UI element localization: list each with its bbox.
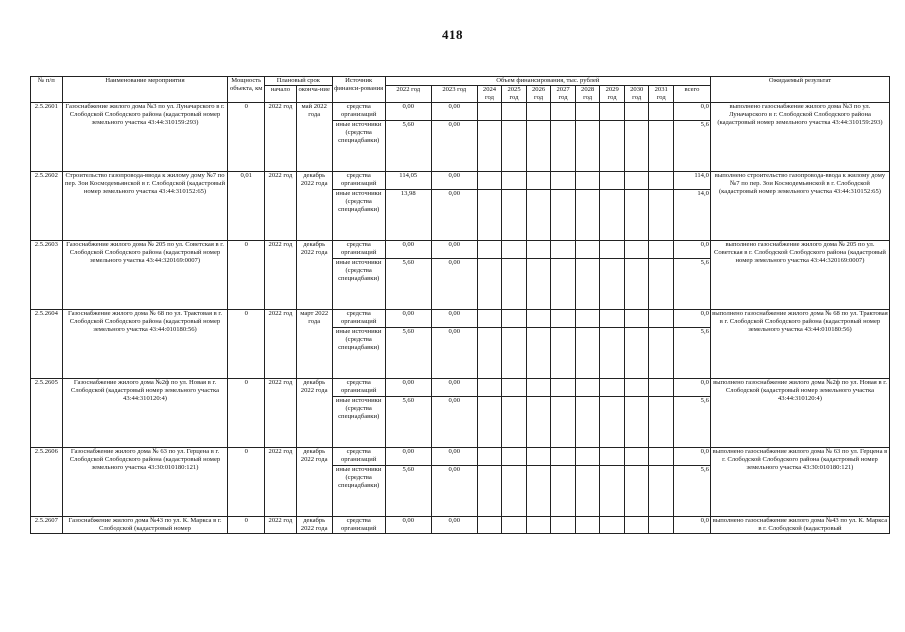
empty-year-cell bbox=[526, 310, 551, 328]
end-date: май 2022 года bbox=[296, 103, 332, 172]
empty-year-cell bbox=[477, 328, 502, 379]
funding-source: средства организаций bbox=[332, 103, 385, 121]
amount-total: 0,0 bbox=[673, 517, 710, 534]
activity-name: Газоснабжение жилого дома №43 по ул. К. Маркса в г. Слободской (кадастровый номер bbox=[62, 517, 228, 534]
amount-2022: 5,60 bbox=[385, 397, 431, 448]
empty-year-cell bbox=[502, 310, 527, 328]
amount-total: 0,0 bbox=[673, 379, 710, 397]
empty-year-cell bbox=[600, 172, 625, 190]
empty-year-cell bbox=[624, 328, 649, 379]
empty-year-cell bbox=[649, 397, 674, 448]
capacity-value: 0 bbox=[228, 103, 265, 172]
amount-total: 0,0 bbox=[673, 103, 710, 121]
amount-2022: 114,05 bbox=[385, 172, 431, 190]
empty-year-cell bbox=[502, 328, 527, 379]
empty-year-cell bbox=[551, 466, 576, 517]
end-date: декабрь 2022 года bbox=[296, 448, 332, 517]
empty-year-cell bbox=[575, 517, 600, 534]
empty-year-cell bbox=[551, 121, 576, 172]
amount-2023: 0,00 bbox=[431, 172, 477, 190]
header-end: оконча-ние bbox=[296, 86, 332, 103]
amount-2023: 0,00 bbox=[431, 517, 477, 534]
empty-year-cell bbox=[526, 379, 551, 397]
expected-result: выполнено газоснабжение жилого дома № 63 по ул. Герцена в г. Слободской Слободского района (кадастровый номер земельного участка 43:30:010180:121) bbox=[710, 448, 889, 517]
empty-year-cell bbox=[600, 103, 625, 121]
empty-year-cell bbox=[649, 517, 674, 534]
empty-year-cell bbox=[551, 517, 576, 534]
empty-year-cell bbox=[502, 190, 527, 241]
header-year: 2025 год bbox=[502, 86, 527, 103]
empty-year-cell bbox=[575, 259, 600, 310]
empty-year-cell bbox=[477, 517, 502, 534]
empty-year-cell bbox=[551, 259, 576, 310]
empty-year-cell bbox=[502, 466, 527, 517]
empty-year-cell bbox=[551, 379, 576, 397]
empty-year-cell bbox=[575, 397, 600, 448]
capacity-value: 0 bbox=[228, 448, 265, 517]
empty-year-cell bbox=[575, 103, 600, 121]
empty-year-cell bbox=[477, 397, 502, 448]
empty-year-cell bbox=[526, 190, 551, 241]
empty-year-cell bbox=[551, 241, 576, 259]
empty-year-cell bbox=[551, 397, 576, 448]
start-date: 2022 год bbox=[265, 103, 297, 172]
header-capacity: Мощность объекта, км bbox=[228, 77, 265, 103]
expected-result: выполнено строительство газопровода-ввода к жилому дому №7 по пер. Зои Космодемьянской в г. Слободской (кадастровый номер земельного участка 43:44:310152:65) bbox=[710, 172, 889, 241]
start-date: 2022 год bbox=[265, 310, 297, 379]
empty-year-cell bbox=[575, 466, 600, 517]
row-number: 2.5.2602 bbox=[31, 172, 63, 241]
header-year: 2024 год bbox=[477, 86, 502, 103]
table-row bbox=[31, 103, 890, 121]
empty-year-cell bbox=[477, 466, 502, 517]
header-num: № п/п bbox=[31, 77, 63, 103]
table-row bbox=[31, 172, 890, 190]
amount-2023: 0,00 bbox=[431, 121, 477, 172]
activity-name: Строительство газопровода-ввода к жилому дому №7 по пер. Зои Космодемьянской в г. Слободской (кадастровый номер земельного участка 43:44:310152:65) bbox=[62, 172, 228, 241]
header-start: начало bbox=[265, 86, 297, 103]
activity-name: Газоснабжение жилого дома № 205 по ул. Советская в г. Слободской Слободского района (кадастровый номер земельного участка 43:44:320169:0007) bbox=[62, 241, 228, 310]
funding-source: иные источники (средства спецнадбавки) bbox=[332, 190, 385, 241]
amount-2023: 0,00 bbox=[431, 190, 477, 241]
capacity-value: 0,01 bbox=[228, 172, 265, 241]
empty-year-cell bbox=[502, 121, 527, 172]
amount-2022: 5,60 bbox=[385, 328, 431, 379]
amount-total: 0,0 bbox=[673, 448, 710, 466]
activity-name: Газоснабжение жилого дома № 68 по ул. Трактовая в г. Слободской Слободского района (кадастровый номер земельного участка 43:44:010180:56) bbox=[62, 310, 228, 379]
table-row bbox=[31, 517, 890, 534]
empty-year-cell bbox=[477, 259, 502, 310]
empty-year-cell bbox=[649, 121, 674, 172]
empty-year-cell bbox=[600, 310, 625, 328]
amount-2022: 0,00 bbox=[385, 310, 431, 328]
amount-2023: 0,00 bbox=[431, 448, 477, 466]
empty-year-cell bbox=[575, 310, 600, 328]
header-year: 2029 год bbox=[600, 86, 625, 103]
header-year: 2031 год bbox=[649, 86, 674, 103]
empty-year-cell bbox=[526, 121, 551, 172]
empty-year-cell bbox=[526, 397, 551, 448]
empty-year-cell bbox=[649, 172, 674, 190]
empty-year-cell bbox=[502, 241, 527, 259]
activity-name: Газоснабжение жилого дома № 63 по ул. Герцена в г. Слободской Слободского района (кадастровый номер земельного участка 43:30:010180:121) bbox=[62, 448, 228, 517]
table-body bbox=[31, 103, 890, 534]
funding-source: средства организаций bbox=[332, 241, 385, 259]
end-date: декабрь 2022 года bbox=[296, 379, 332, 448]
empty-year-cell bbox=[600, 190, 625, 241]
page-number: 418 bbox=[442, 27, 463, 42]
empty-year-cell bbox=[526, 172, 551, 190]
empty-year-cell bbox=[575, 190, 600, 241]
empty-year-cell bbox=[600, 379, 625, 397]
empty-year-cell bbox=[575, 241, 600, 259]
activity-name: Газоснабжение жилого дома №3 по ул. Луначарского в г. Слободской Слободского района (кадастровый номер земельного участка 43:44:310159:293) bbox=[62, 103, 228, 172]
header-result: Ожидаемый результат bbox=[710, 77, 889, 103]
capacity-value: 0 bbox=[228, 379, 265, 448]
empty-year-cell bbox=[502, 397, 527, 448]
empty-year-cell bbox=[551, 190, 576, 241]
empty-year-cell bbox=[624, 448, 649, 466]
empty-year-cell bbox=[624, 172, 649, 190]
empty-year-cell bbox=[575, 328, 600, 379]
empty-year-cell bbox=[649, 310, 674, 328]
amount-total: 5,6 bbox=[673, 121, 710, 172]
header-name: Наименование мероприятия bbox=[62, 77, 228, 103]
empty-year-cell bbox=[526, 328, 551, 379]
empty-year-cell bbox=[502, 379, 527, 397]
capacity-value: 0 bbox=[228, 310, 265, 379]
empty-year-cell bbox=[575, 448, 600, 466]
funding-source: средства организаций bbox=[332, 517, 385, 534]
amount-2022: 0,00 bbox=[385, 241, 431, 259]
amount-2023: 0,00 bbox=[431, 310, 477, 328]
expected-result: выполнено газоснабжение жилого дома № 205 по ул. Советская в г. Слободской Слободского района (кадастровый номер земельного участка 43:44:320169:0007) bbox=[710, 241, 889, 310]
funding-source: средства организаций bbox=[332, 172, 385, 190]
empty-year-cell bbox=[526, 103, 551, 121]
funding-source: иные источники (средства спецнадбавки) bbox=[332, 328, 385, 379]
empty-year-cell bbox=[477, 310, 502, 328]
header-source: Источник финанси-рования bbox=[332, 77, 385, 103]
empty-year-cell bbox=[477, 121, 502, 172]
header-year: 2028 год bbox=[575, 86, 600, 103]
row-number: 2.5.2605 bbox=[31, 379, 63, 448]
empty-year-cell bbox=[502, 448, 527, 466]
amount-total: 5,6 bbox=[673, 328, 710, 379]
empty-year-cell bbox=[649, 103, 674, 121]
empty-year-cell bbox=[551, 310, 576, 328]
table-row bbox=[31, 379, 890, 397]
start-date: 2022 год bbox=[265, 172, 297, 241]
empty-year-cell bbox=[624, 259, 649, 310]
expected-result: выполнено газоснабжение жилого дома №3 по ул. Луначарского в г. Слободской Слободского района (кадастровый номер земельного участка 43:44:310159:293) bbox=[710, 103, 889, 172]
amount-2023: 0,00 bbox=[431, 379, 477, 397]
empty-year-cell bbox=[624, 121, 649, 172]
start-date: 2022 год bbox=[265, 517, 297, 534]
empty-year-cell bbox=[526, 448, 551, 466]
empty-year-cell bbox=[624, 103, 649, 121]
amount-2023: 0,00 bbox=[431, 241, 477, 259]
end-date: декабрь 2022 года bbox=[296, 517, 332, 534]
expected-result: выполнено газоснабжение жилого дома №2ф по ул. Новая в г. Слободской (кадастровый номер земельного участка 43:44:310120:4) bbox=[710, 379, 889, 448]
end-date: март 2022 года bbox=[296, 310, 332, 379]
empty-year-cell bbox=[600, 328, 625, 379]
empty-year-cell bbox=[649, 259, 674, 310]
amount-2022: 5,60 bbox=[385, 121, 431, 172]
amount-total: 114,0 bbox=[673, 172, 710, 190]
funding-source: иные источники (средства спецнадбавки) bbox=[332, 259, 385, 310]
amount-2022: 0,00 bbox=[385, 379, 431, 397]
amount-2023: 0,00 bbox=[431, 103, 477, 121]
empty-year-cell bbox=[600, 259, 625, 310]
empty-year-cell bbox=[624, 190, 649, 241]
amount-total: 14,0 bbox=[673, 190, 710, 241]
empty-year-cell bbox=[526, 241, 551, 259]
table-row bbox=[31, 241, 890, 259]
empty-year-cell bbox=[649, 466, 674, 517]
end-date: декабрь 2022 года bbox=[296, 241, 332, 310]
activity-name: Газоснабжение жилого дома №2ф по ул. Новая в г. Слободской (кадастровый номер земельного участка 43:44:310120:4) bbox=[62, 379, 228, 448]
header-year: 2027 год bbox=[551, 86, 576, 103]
empty-year-cell bbox=[649, 190, 674, 241]
amount-2023: 0,00 bbox=[431, 328, 477, 379]
financing-table bbox=[30, 76, 890, 534]
empty-year-cell bbox=[649, 448, 674, 466]
empty-year-cell bbox=[502, 517, 527, 534]
empty-year-cell bbox=[600, 448, 625, 466]
start-date: 2022 год bbox=[265, 241, 297, 310]
expected-result: выполнено газоснабжение жилого дома №43 по ул. К. Маркса в г. Слободской (кадастровый bbox=[710, 517, 889, 534]
funding-source: средства организаций bbox=[332, 448, 385, 466]
row-number: 2.5.2606 bbox=[31, 448, 63, 517]
header-plan: Плановый срок bbox=[265, 77, 332, 86]
empty-year-cell bbox=[551, 172, 576, 190]
capacity-value: 0 bbox=[228, 517, 265, 534]
empty-year-cell bbox=[575, 379, 600, 397]
amount-total: 5,6 bbox=[673, 259, 710, 310]
empty-year-cell bbox=[624, 397, 649, 448]
expected-result: выполнено газоснабжение жилого дома № 68 по ул. Трактовая в г. Слободской Слободского района (кадастровый номер земельного участка 43:44:010180:56) bbox=[710, 310, 889, 379]
funding-source: иные источники (средства спецнадбавки) bbox=[332, 121, 385, 172]
header-volume: Объем финансирования, тыс. рублей bbox=[385, 77, 710, 86]
funding-source: средства организаций bbox=[332, 379, 385, 397]
amount-total: 5,6 bbox=[673, 466, 710, 517]
empty-year-cell bbox=[502, 103, 527, 121]
row-number: 2.5.2604 bbox=[31, 310, 63, 379]
amount-2022: 0,00 bbox=[385, 517, 431, 534]
amount-2022: 0,00 bbox=[385, 448, 431, 466]
empty-year-cell bbox=[649, 241, 674, 259]
start-date: 2022 год bbox=[265, 448, 297, 517]
empty-year-cell bbox=[502, 259, 527, 310]
empty-year-cell bbox=[600, 466, 625, 517]
header-year: 2022 год bbox=[385, 86, 431, 103]
funding-source: средства организаций bbox=[332, 310, 385, 328]
empty-year-cell bbox=[477, 241, 502, 259]
header-year: 2030 год bbox=[624, 86, 649, 103]
empty-year-cell bbox=[624, 517, 649, 534]
empty-year-cell bbox=[600, 517, 625, 534]
header-year: 2023 год bbox=[431, 86, 477, 103]
amount-total: 0,0 bbox=[673, 310, 710, 328]
empty-year-cell bbox=[526, 259, 551, 310]
header-total: всего bbox=[673, 86, 710, 103]
amount-2023: 0,00 bbox=[431, 397, 477, 448]
header-year: 2026 год bbox=[526, 86, 551, 103]
empty-year-cell bbox=[649, 379, 674, 397]
funding-source: иные источники (средства спецнадбавки) bbox=[332, 466, 385, 517]
empty-year-cell bbox=[477, 103, 502, 121]
empty-year-cell bbox=[624, 310, 649, 328]
amount-2022: 13,98 bbox=[385, 190, 431, 241]
empty-year-cell bbox=[526, 466, 551, 517]
empty-year-cell bbox=[551, 103, 576, 121]
empty-year-cell bbox=[526, 517, 551, 534]
empty-year-cell bbox=[551, 328, 576, 379]
empty-year-cell bbox=[624, 241, 649, 259]
empty-year-cell bbox=[551, 448, 576, 466]
empty-year-cell bbox=[575, 121, 600, 172]
amount-2022: 5,60 bbox=[385, 259, 431, 310]
amount-2023: 0,00 bbox=[431, 466, 477, 517]
amount-2022: 5,60 bbox=[385, 466, 431, 517]
empty-year-cell bbox=[649, 328, 674, 379]
start-date: 2022 год bbox=[265, 379, 297, 448]
empty-year-cell bbox=[600, 397, 625, 448]
row-number: 2.5.2601 bbox=[31, 103, 63, 172]
funding-source: иные источники (средства спецнадбавки) bbox=[332, 397, 385, 448]
amount-2022: 0,00 bbox=[385, 103, 431, 121]
empty-year-cell bbox=[477, 379, 502, 397]
row-number: 2.5.2603 bbox=[31, 241, 63, 310]
empty-year-cell bbox=[624, 466, 649, 517]
row-number: 2.5.2607 bbox=[31, 517, 63, 534]
amount-total: 5,6 bbox=[673, 397, 710, 448]
capacity-value: 0 bbox=[228, 241, 265, 310]
empty-year-cell bbox=[502, 172, 527, 190]
amount-2023: 0,00 bbox=[431, 259, 477, 310]
end-date: декабрь 2022 года bbox=[296, 172, 332, 241]
amount-total: 0,0 bbox=[673, 241, 710, 259]
empty-year-cell bbox=[477, 190, 502, 241]
empty-year-cell bbox=[600, 121, 625, 172]
empty-year-cell bbox=[600, 241, 625, 259]
table-row bbox=[31, 448, 890, 466]
empty-year-cell bbox=[477, 448, 502, 466]
empty-year-cell bbox=[624, 379, 649, 397]
table-row bbox=[31, 310, 890, 328]
empty-year-cell bbox=[575, 172, 600, 190]
empty-year-cell bbox=[477, 172, 502, 190]
